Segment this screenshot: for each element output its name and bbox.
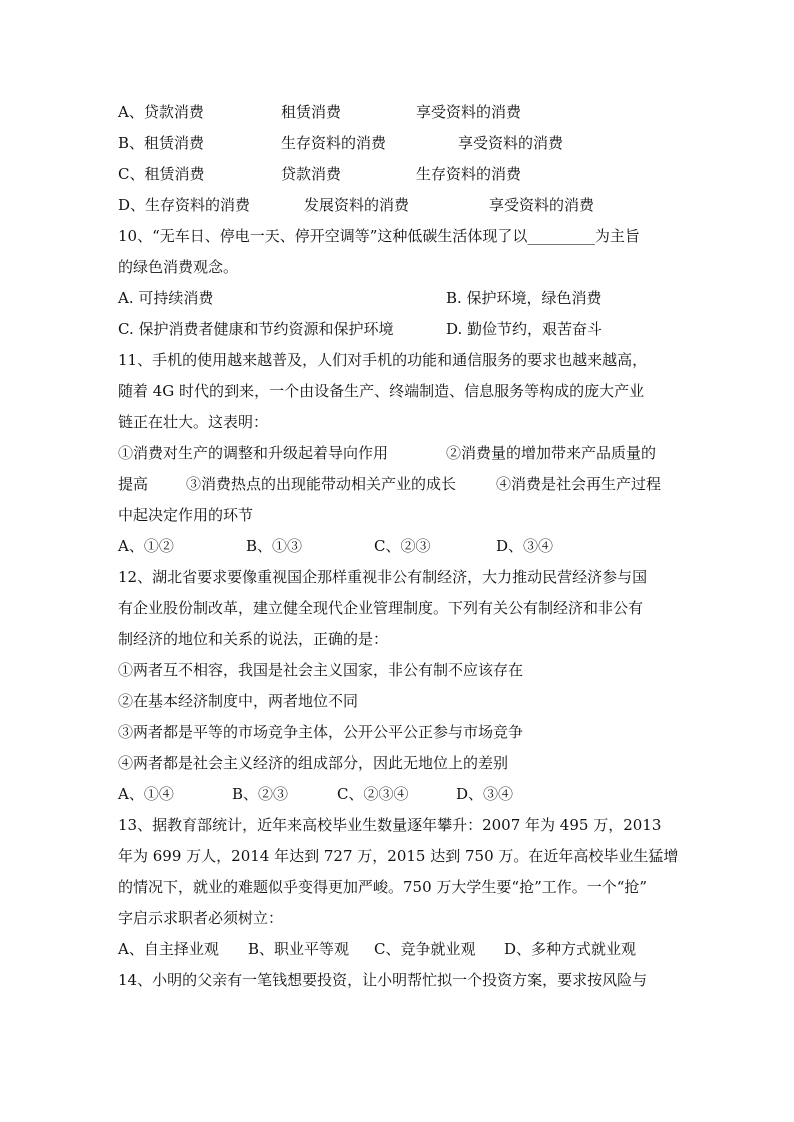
q12-option-a: A、①④ bbox=[118, 785, 174, 803]
q9-option-a-item2: 租赁消费 bbox=[281, 103, 342, 121]
q10-option-b: B. 保护环境，绿色消费 bbox=[446, 289, 602, 307]
q9-option-b-label: B、租赁消费 bbox=[118, 134, 205, 152]
q11-stem-line1: 11、手机的使用越来越普及，人们对手机的功能和通信服务的要求也越来越高， bbox=[118, 351, 648, 369]
q13-option-b: B、职业平等观 bbox=[248, 940, 350, 958]
q11-statement-2: ②消费量的增加带来产品质量的 bbox=[446, 444, 657, 462]
q9-option-a-label: A、贷款消费 bbox=[118, 103, 204, 121]
q12-statement-1: ①两者互不相容，我国是社会主义国家，非公有制不应该存在 bbox=[118, 661, 524, 679]
q9-option-d-item3: 享受资料的消费 bbox=[489, 196, 595, 214]
q11-statement-2-cont: 提高 bbox=[118, 475, 149, 493]
q12-stem-line1: 12、湖北省要求要像重视国企那样重视非公有制经济，大力推动民营经济参与国 bbox=[118, 568, 648, 586]
q11-statement-4: ④消费是社会再生产过程 bbox=[496, 475, 662, 493]
q11-statement-1: ①消费对生产的调整和升级起着导向作用 bbox=[118, 444, 389, 462]
q13-option-c: C、竞争就业观 bbox=[374, 940, 476, 958]
q11-statement-3: ③消费热点的出现能带动相关产业的成长 bbox=[186, 475, 457, 493]
q13-stem-line4: 字启示求职者必须树立： bbox=[118, 909, 284, 927]
q11-stem-line2: 随着 4G 时代的到来，一个由设备生产、终端制造、信息服务等构成的庞大产业 bbox=[118, 382, 645, 400]
q12-statement-2: ②在基本经济制度中，两者地位不同 bbox=[118, 692, 359, 710]
q10-option-c: C. 保护消费者健康和节约资源和保护环境 bbox=[118, 320, 394, 338]
q9-option-b-item2: 生存资料的消费 bbox=[281, 134, 387, 152]
q13-stem-line1: 13、据教育部统计，近年来高校毕业生数量逐年攀升：2007 年为 495 万，2013 bbox=[118, 816, 662, 834]
q12-option-c: C、②③④ bbox=[337, 785, 409, 803]
q10-stem-line1: 10、“无车日、停电一天、停开空调等”这种低碳生活体现了以_________为主旨 bbox=[118, 227, 640, 245]
q10-option-a: A. 可持续消费 bbox=[118, 289, 214, 307]
q9-option-c-item2: 贷款消费 bbox=[281, 165, 342, 183]
q11-option-b: B、①③ bbox=[246, 537, 303, 555]
q13-stem-line2: 年为 699 万人，2014 年达到 727 万，2015 达到 750 万。在近年高校毕业生猛增 bbox=[118, 847, 679, 865]
q11-stem-line3: 链正在壮大。这表明： bbox=[118, 413, 269, 431]
q12-stem-line3: 制经济的地位和关系的说法，正确的是： bbox=[118, 630, 389, 648]
q11-statement-4-cont: 中起决定作用的环节 bbox=[118, 506, 254, 524]
q12-option-d: D、③④ bbox=[456, 785, 514, 803]
q12-statement-4: ④两者都是社会主义经济的组成部分，因此无地位上的差别 bbox=[118, 754, 509, 772]
q10-option-d: D. 勤俭节约，艰苦奋斗 bbox=[446, 320, 603, 338]
q11-option-a: A、①② bbox=[118, 537, 174, 555]
q9-option-d-label: D、生存资料的消费 bbox=[118, 196, 251, 214]
q13-stem-line3: 的情况下，就业的难题似乎变得更加严峻。750 万大学生要“抢”工作。一个“抢” bbox=[118, 878, 648, 896]
q11-option-d: D、③④ bbox=[496, 537, 554, 555]
q13-option-d: D、多种方式就业观 bbox=[504, 940, 637, 958]
q11-option-c: C、②③ bbox=[374, 537, 431, 555]
q12-stem-line2: 有企业股份制改革，建立健全现代企业管理制度。下列有关公有制经济和非公有 bbox=[118, 599, 644, 617]
q9-option-b-item3: 享受资料的消费 bbox=[458, 134, 564, 152]
q13-option-a: A、自主择业观 bbox=[118, 940, 219, 958]
q14-stem-line1: 14、小明的父亲有一笔钱想要投资，让小明帮忙拟一个投资方案，要求按风险与 bbox=[118, 971, 648, 989]
q9-option-a-item3: 享受资料的消费 bbox=[416, 103, 522, 121]
q9-option-c-label: C、租赁消费 bbox=[118, 165, 205, 183]
q9-option-c-item3: 生存资料的消费 bbox=[416, 165, 522, 183]
q12-option-b: B、②③ bbox=[232, 785, 289, 803]
q9-option-d-item2: 发展资料的消费 bbox=[304, 196, 410, 214]
q10-stem-line2: 的绿色消费观念。 bbox=[118, 258, 239, 276]
q12-statement-3: ③两者都是平等的市场竞争主体，公开公平公正参与市场竞争 bbox=[118, 723, 524, 741]
